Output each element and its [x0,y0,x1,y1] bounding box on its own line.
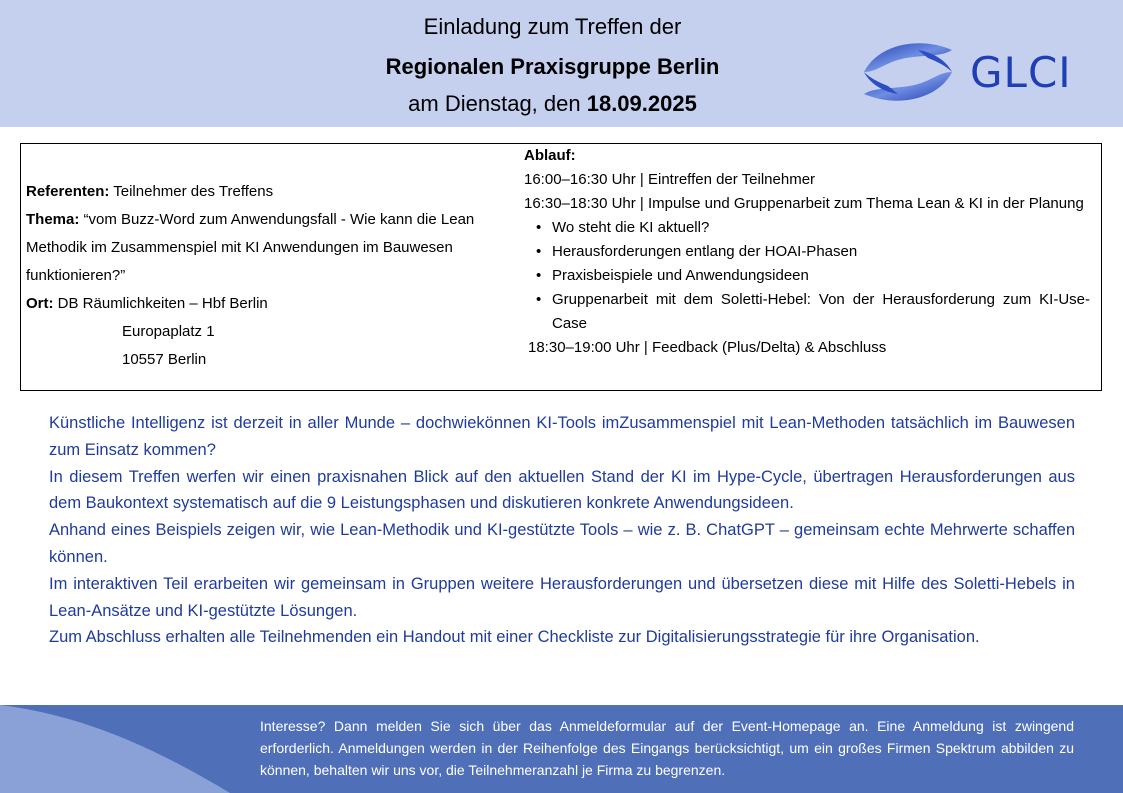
thema-line [26,206,496,290]
ort-value: DB Räumlichkeiten – Hbf Berlin [53,295,268,312]
agenda-bullet: • Praxisbeispiele und Anwendungsideen [552,264,1090,288]
description-paragraph: Im interaktiven Teil erarbeiten wir gemeinsam in Gruppen weitere Herausforderungen und übersetzen diese mit Hilfe des Soletti-Hebels in Lean-Ansätze und KI-gestützte Lösungen. [49,574,1075,620]
date-line [330,91,775,117]
date-prefix: am Dienstag, den [408,91,587,116]
logo-ring-icon [858,36,958,108]
description-paragraph: In diesem Treffen werfen wir einen praxisnahen Blick auf den aktuellen Stand der KI im Hype-Cycle, übertragen Herausforderungen aus dem Baukontext systematisch auf die 9 Leistungsphasen und diskutieren konkrete Anwendungsideen. [49,467,1075,513]
referenten-value: Teilnehmer des Treffens [109,183,274,200]
event-details [26,178,496,374]
thema-value: “vom Buzz-Word zum Anwendungsfall - Wie kann die Lean Methodik im Zusammenspiel mit KI Anwendungen im Bauwesen funktionieren?” [26,211,475,284]
invitation-title: Einladung zum Treffen der [423,14,682,39]
description-paragraph: Anhand eines Beispiels zeigen wir, wie Lean-Methodik und KI-gestützte Tools – wie z. B. ChatGPT – gemeinsam echte Mehrwerte schaffen können. [49,521,1075,566]
agenda-item-1: 16:00–16:30 Uhr | Eintreffen der Teilnehmer [524,171,816,188]
glci-logo [858,36,1088,108]
description [49,410,1075,651]
ort-line [26,290,496,318]
referenten-line [26,178,496,206]
ort-label: Ort: [26,295,54,312]
agenda-bullet: • Gruppenarbeit mit dem Soletti-Hebel: Von der Herausforderung zum KI-Use-Case [552,288,1090,336]
agenda-item-3: 18:30–19:00 Uhr | Feedback (Plus/Delta) & Abschluss [528,339,887,356]
registration-note: Interesse? Dann melden Sie sich über das Anmeldeformular auf der Event-Homepage an. Eine Anmeldung ist zwingend erforderlich. Anmeldungen werden in der Reihenfolge des Eingangs berücksichtigt, um ein großes Firmen Spektrum abbilden zu können, behalten wir uns vor, die Teilnehmeranzahl je Firma zu begrenzen. [260,718,1074,778]
group-title: Regionalen Praxisgruppe Berlin [385,54,720,79]
thema-label: Thema: [26,211,80,228]
referenten-label: Referenten: [26,183,110,200]
address-city: 10557 Berlin [122,351,207,368]
description-paragraph: Zum Abschluss erhalten alle Teilnehmenden ein Handout mit einer Checkliste zur Digitalisierungsstrategie für ihre Organisation. [49,628,980,647]
agenda-title: Ablauf: [524,147,576,164]
agenda-bullets [524,216,1090,336]
event-date: 18.09.2025 [586,91,697,116]
logo-text: GLCI [970,48,1072,97]
agenda-bullet: • Herausforderungen entlang der HOAI-Phasen [552,240,1090,264]
agenda [524,144,1090,360]
agenda-bullet: • Wo steht die KI aktuell? [552,216,1090,240]
agenda-item-2: 16:30–18:30 Uhr | Impulse und Gruppenarbeit zum Thema Lean & KI in der Planung [524,195,1084,212]
description-paragraph: Künstliche Intelligenz ist derzeit in aller Munde – dochwiekönnen KI-Tools imZusammenspiel mit Lean-Methoden tatsächlich im Bauwesen zum Einsatz kommen? [49,414,1075,459]
info-box [20,143,1102,391]
address-street: Europaplatz 1 [122,323,215,340]
